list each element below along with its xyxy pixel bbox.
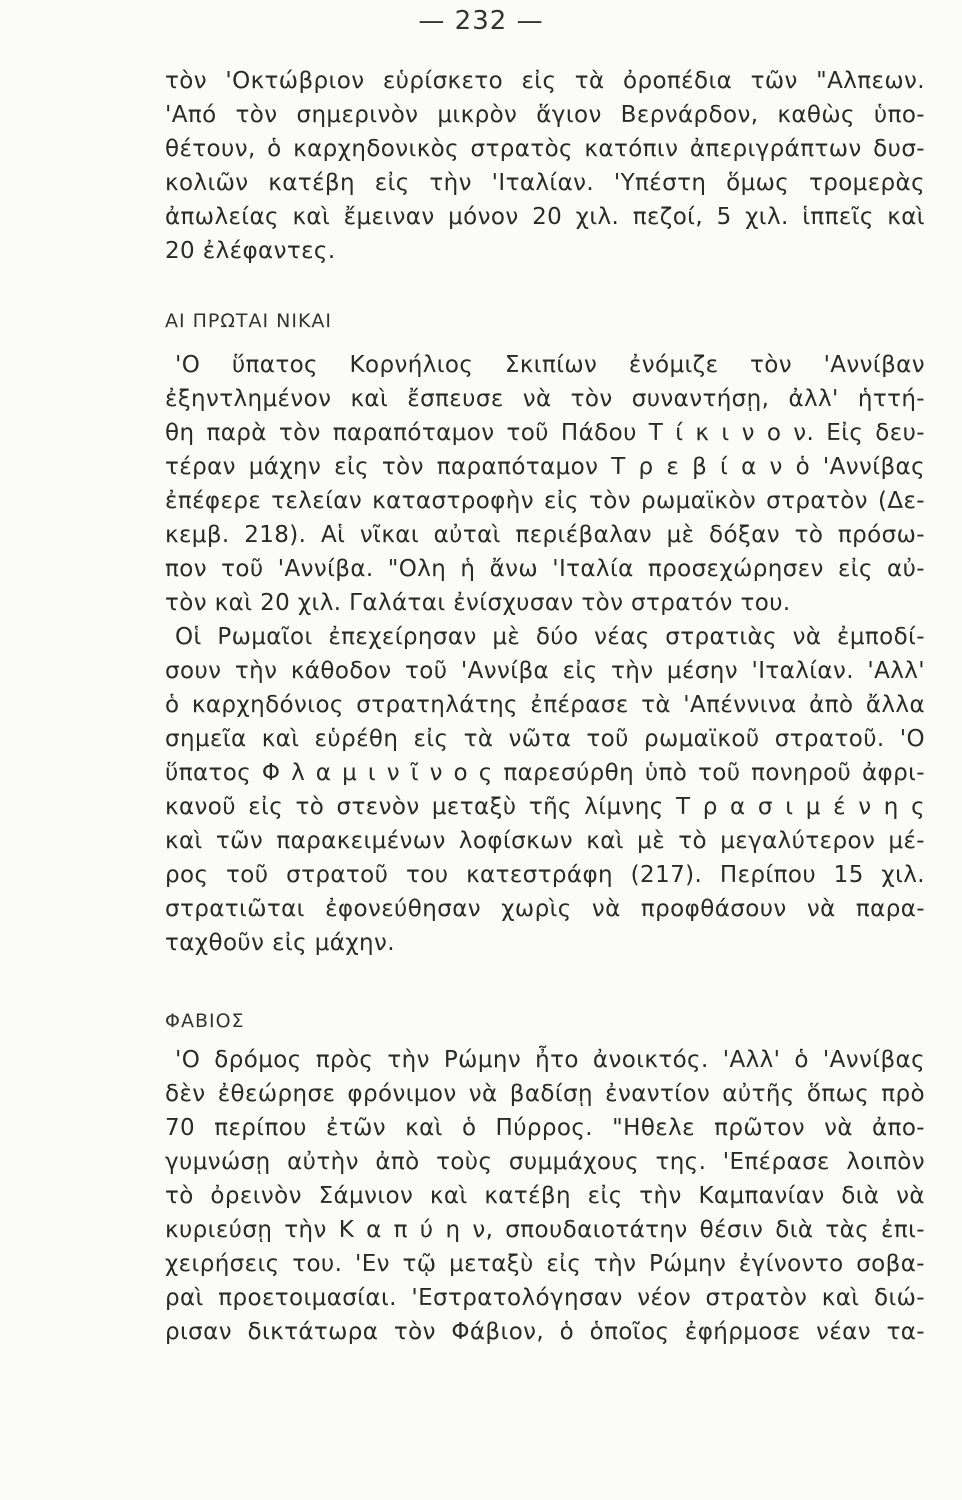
text-line: στρατιῶται ἐφονεύθησαν χωρὶς νὰ προφθάσουν νὰ παρα-: [165, 896, 925, 922]
text-line: ρος τοῦ στρατοῦ του κατεστράφη (217). Περίπου 15 χιλ.: [165, 862, 925, 888]
text-line: τὸ ὀρεινὸν Σάμνιον καὶ κατέβη εἰς τὴν Καμπανίαν διὰ νὰ: [165, 1183, 925, 1209]
section-heading-first-victories: ΑΙ ΠΡΩΤΑΙ ΝΙΚΑΙ: [165, 310, 333, 332]
text-line: σουν τὴν κάθοδον τοῦ 'Αννίβα εἰς τὴν μέσην 'Ιταλίαν. 'Αλλ': [165, 658, 925, 684]
text-line: πον τοῦ 'Αννίβα. "Ολη ἡ ἄνω 'Ιταλία προσεχώρησεν εἰς αὐ-: [165, 556, 925, 582]
paragraph-alps: [165, 64, 925, 268]
text-line: δὲν ἐθεώρησε φρόνιμον νὰ βαδίσῃ ἐναντίον αὐτῆς ὅπως πρὸ: [165, 1081, 925, 1107]
text-line: 70 περίπου ἐτῶν καὶ ὁ Πύρρος. "Ηθελε πρῶτον νὰ ἀπο-: [165, 1115, 925, 1141]
text-line: γυμνώσῃ αὐτὴν ἀπὸ τοὺς συμμάχους της. 'Επέρασε λοιπὸν: [165, 1149, 925, 1175]
text-line: ταχθοῦν εἰς μάχην.: [165, 930, 395, 956]
text-line: Οἱ Ρωμαῖοι ἐπεχείρησαν μὲ δύο νέας στρατιὰς νὰ ἐμποδί-: [175, 624, 925, 650]
paragraph-first-victories: [165, 348, 925, 960]
text-line: ὁ καρχηδόνιος στρατηλάτης ἐπέρασε τὰ 'Απέννινα ἀπὸ ἄλλα: [165, 692, 925, 718]
text-line: κανοῦ εἰς τὸ στενὸν μεταξὺ τῆς λίμνης Τ ρ α σ ι μ έ ν η ς: [165, 794, 925, 820]
text-line: κεμβ. 218). Αἱ νῖκαι αὐταὶ περιέβαλαν μὲ δόξαν τὸ πρόσω-: [165, 522, 925, 548]
text-line: ρισαν δικτάτωρα τὸν Φάβιον, ὁ ὁποῖος ἐφήρμοσε νέαν τα-: [165, 1319, 925, 1345]
text-line: θη παρὰ τὸν παραπόταμον τοῦ Πάδου Τ ί κ ι ν ο ν. Εἰς δευ-: [165, 420, 925, 446]
text-line: ἐξηντλημένον καὶ ἔσπευσε νὰ τὸν συναντήσῃ, ἀλλ' ἡττή-: [165, 386, 925, 412]
text-line: τὸν καὶ 20 χιλ. Γαλάται ἐνίσχυσαν τὸν στρατόν του.: [165, 590, 791, 616]
page-number: — 232 —: [418, 6, 544, 36]
text-line: ὕπατος Φ λ α μ ι ν ῖ ν ο ς παρεσύρθη ὑπὸ τοῦ πονηροῦ ἀφρι-: [165, 760, 925, 786]
text-line: θέτουν, ὁ καρχηδονικὸς στρατὸς κατόπιν ἀπεριγράπτων δυσ-: [165, 136, 925, 162]
text-line: ραὶ προετοιμασίαι. 'Εστρατολόγησαν νέον στρατὸν καὶ διώ-: [165, 1285, 925, 1311]
text-line: ἀπωλείας καὶ ἔμειναν μόνον 20 χιλ. πεζοί, 5 χιλ. ἱππεῖς καὶ: [165, 204, 925, 230]
section-heading-fabius: ΦΑΒΙΟΣ: [165, 1010, 245, 1032]
text-line: 'Ο ὕπατος Κορνήλιος Σκιπίων ἐνόμιζε τὸν 'Αννίβαν: [175, 352, 925, 378]
text-line: τὸν 'Οκτώβριον εὑρίσκετο εἰς τὰ ὀροπέδια τῶν "Αλπεων.: [165, 68, 925, 94]
text-line: 'Από τὸν σημερινὸν μικρὸν ἅγιον Βερνάρδον, καθὼς ὑπο-: [165, 102, 925, 128]
text-line: 20 ἐλέφαντες.: [165, 238, 336, 264]
text-line: καὶ τῶν παρακειμένων λοφίσκων καὶ μὲ τὸ μεγαλύτερον μέ-: [165, 828, 925, 854]
text-line: κυριεύσῃ τὴν Κ α π ύ η ν, σπουδαιοτάτην θέσιν διὰ τὰς ἐπι-: [165, 1217, 925, 1243]
text-line: ἐπέφερε τελείαν καταστροφὴν εἰς τὸν ρωμαϊκὸν στρατὸν (Δε-: [165, 488, 925, 514]
text-line: σημεῖα καὶ εὑρέθη εἰς τὰ νῶτα τοῦ ρωμαϊκοῦ στρατοῦ. 'Ο: [165, 726, 925, 752]
text-line: κολιῶν κατέβη εἰς τὴν 'Ιταλίαν. 'Υπέστη ὅμως τρομερὰς: [165, 170, 925, 196]
text-line: τέραν μάχην εἰς τὸν παραπόταμον Τ ρ ε β ί α ν ὁ 'Αννίβας: [165, 454, 925, 480]
text-line: 'Ο δρόμος πρὸς τὴν Ρώμην ἦτο ἀνοικτός. 'Αλλ' ὁ 'Αννίβας: [175, 1047, 925, 1073]
paragraph-fabius: [165, 1043, 925, 1349]
text-line: χειρήσεις του. 'Εν τῷ μεταξὺ εἰς τὴν Ρώμην ἐγίνοντο σοβα-: [165, 1251, 925, 1277]
